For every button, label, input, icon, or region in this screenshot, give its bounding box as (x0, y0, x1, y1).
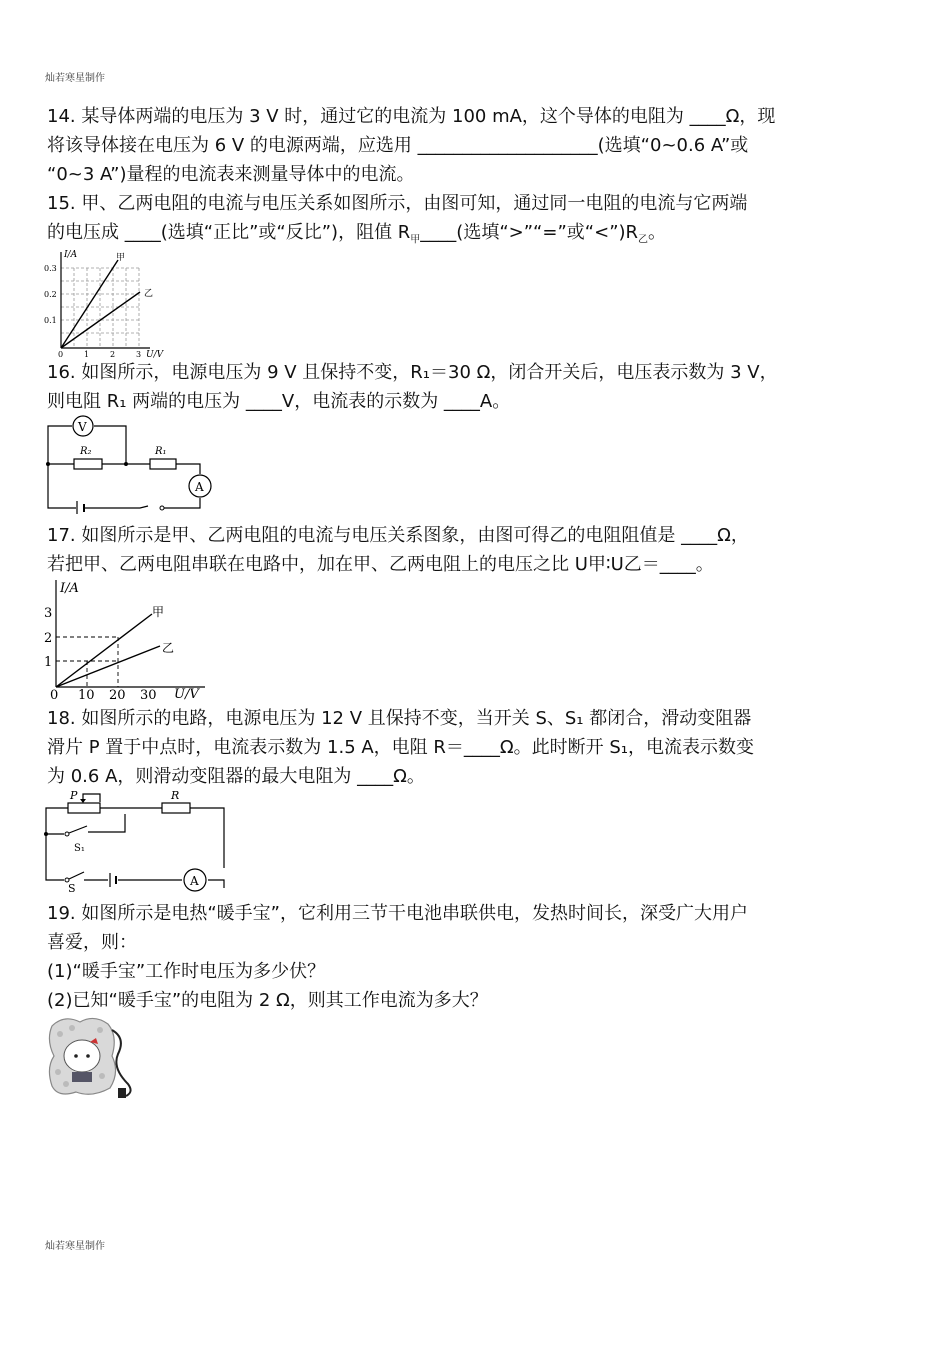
graph17-ytick-0: 3 (44, 606, 53, 621)
circuit-16 (40, 414, 220, 514)
graph15-grid (61, 268, 139, 348)
graph15-ytick-1: 0.2 (44, 290, 57, 299)
resistor-r-icon (162, 803, 190, 813)
q19-line-2: 喜爱，则： (47, 932, 137, 953)
graph17-line-jia (56, 614, 152, 687)
circuit18-p-label: P (70, 789, 78, 802)
page-footer: 灿若寒星制作 (45, 1241, 105, 1252)
circuit16-node-mid (124, 462, 128, 466)
graph15-series-yi: 乙 (144, 289, 154, 299)
circuit-18 (40, 788, 240, 894)
q15-line-1: 15. 甲、乙两电阻的电流与电压关系如图所示，由图可知，通过同一电阻的电流与它两端 (47, 193, 748, 214)
q15-text-c: 。 (648, 222, 667, 243)
q19-line-1: 19. 如图所示是电热“暖手宝”，它利用三节干电池串联供电，发热时间长，深受广大用户 (47, 903, 748, 924)
kitty-face-icon (64, 1040, 100, 1072)
q15-text-b: ____(选填“>”“=”或“<”)R (420, 222, 639, 243)
graph17-series-yi: 乙 (162, 641, 175, 655)
q14-line-2: 将该导体接在电压为 6 V 的电源两端，应选用 ____________________(选填“0~0.6 A”或 (47, 135, 749, 156)
q15-sub-yi: 乙 (638, 234, 649, 246)
circuit18-ammeter-label: A (190, 874, 199, 888)
switch-s-blade (69, 872, 84, 879)
switch-contact (160, 506, 164, 510)
q19-line-3: (1)“暖手宝”工作时电压为多少伏？ (47, 961, 326, 982)
plug-icon (118, 1088, 126, 1098)
circuit18-s1-label: S₁ (74, 843, 85, 854)
graph15-ylabel: I/A (64, 250, 78, 260)
switch-s1-contact (65, 832, 69, 836)
graph17-ylabel: I/A (60, 581, 79, 596)
q15-text-a: 的电压成 ____(选填“正比”或“反比”)，阻值 R (47, 222, 411, 243)
kitty-eye-right (86, 1054, 90, 1058)
graph17-xlabel: U/V (174, 687, 199, 700)
circuit16-r1-label: R₁ (155, 446, 167, 457)
graph17-series-jia: 甲 (152, 605, 165, 619)
circuit16-voltmeter-label: V (78, 420, 87, 434)
circuit16-r2-label: R₂ (80, 446, 92, 457)
q18-line-3: 为 0.6 A，则滑动变阻器的最大电阻为 ____Ω。 (47, 766, 425, 787)
hand-warmer-image (44, 1012, 134, 1102)
graph17-line-yi (56, 646, 160, 687)
graph-17 (40, 576, 220, 700)
graph17-xtick-3: 30 (140, 688, 157, 700)
graph15-series-jia: 甲 (116, 253, 126, 263)
graph15-xtick-2: 2 (110, 350, 116, 359)
graph17-xtick-2: 20 (109, 688, 126, 700)
graph15-xtick-3: 3 (136, 350, 142, 359)
q18-line-2: 滑片 P 置于中点时，电流表示数为 1.5 A，电阻 R＝____Ω。此时断开 S₁，电流表示数变 (47, 737, 755, 758)
graph17-ytick-2: 1 (44, 655, 53, 670)
graph15-xtick-1: 1 (84, 350, 90, 359)
graph15-ytick-0: 0.3 (44, 264, 57, 273)
kitty-body (72, 1072, 92, 1082)
graph17-xtick-1: 10 (78, 688, 95, 700)
circuit18-node (44, 832, 48, 836)
circuit18-r-label: R (171, 789, 180, 802)
circuit16-wires (48, 426, 200, 508)
graph15-line-jia (61, 260, 118, 348)
graph17-ytick-1: 2 (44, 631, 53, 646)
switch-s1-blade (69, 826, 87, 833)
q16-line-1: 16. 如图所示，电源电压为 9 V 且保持不变，R₁＝30 Ω，闭合开关后，电压表示数为 3 V， (47, 362, 778, 383)
kitty-eye-left (74, 1054, 78, 1058)
graph15-xlabel: U/V (146, 350, 164, 360)
resistor-r1-icon (150, 459, 176, 469)
graph15-ytick-2: 0.1 (44, 316, 57, 325)
graph-15 (40, 246, 180, 361)
q15-sub-jia: 甲 (410, 234, 421, 246)
circuit16-node-left (46, 462, 50, 466)
q14-line-1: 14. 某导体两端的电压为 3 V 时，通过它的电流为 100 mA，这个导体的电阻为 ____Ω，现 (47, 106, 776, 127)
circuit18-s-label: S (68, 882, 76, 894)
graph15-xtick-0: 0 (58, 350, 64, 359)
resistor-r2-icon (74, 459, 102, 469)
q17-line-1: 17. 如图所示是甲、乙两电阻的电流与电压关系图象，由图可得乙的电阻阻值是 ____Ω， (47, 525, 749, 546)
circuit16-ammeter-label: A (195, 480, 204, 494)
q16-line-2: 则电阻 R₁ 两端的电压为 ____V，电流表的示数为 ____A。 (47, 391, 511, 412)
q19-line-4: (2)已知“暖手宝”的电阻为 2 Ω，则其工作电流为多大？ (47, 990, 488, 1011)
graph17-xtick-0: 0 (50, 688, 59, 700)
q18-line-1: 18. 如图所示的电路，电源电压为 12 V 且保持不变，当开关 S、S₁ 都闭合，滑动变阻器 (47, 708, 752, 729)
page-header: 灿若寒星制作 (45, 73, 105, 84)
rheostat-icon (68, 803, 100, 813)
q17-line-2: 若把甲、乙两电阻串联在电路中，加在甲、乙两电阻上的电压之比 U甲∶U乙＝____。 (47, 554, 714, 575)
q14-line-3: “0~3 A”)量程的电流表来测量导体中的电流。 (47, 164, 415, 185)
